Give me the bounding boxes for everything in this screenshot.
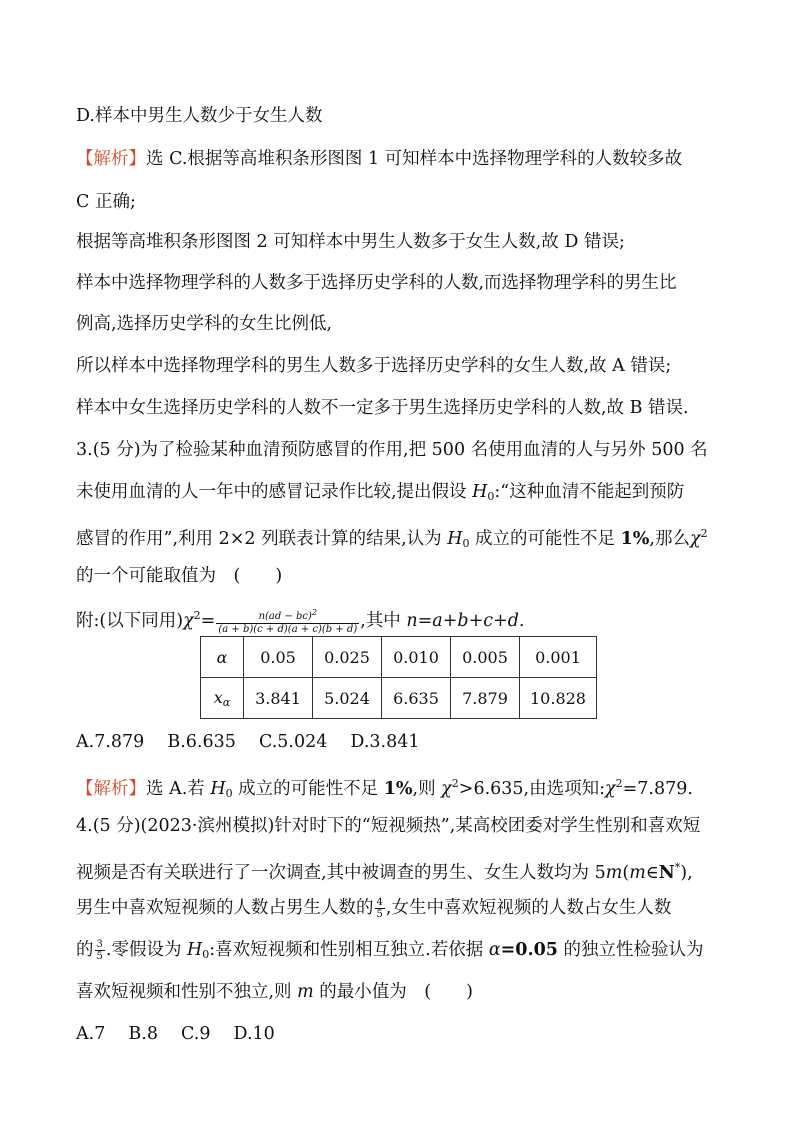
q4-options: A.7 B.8 C.9 D.10 [76,1024,275,1044]
q3-formula: 附:(以下同用)$\chi^2=$ $\frac{n(ad - bc)^2}{(a + b)(c + d)(a + c)(b + d)}$ ,其中 n=a+b+c+d. [76,608,525,635]
fraction-three-fifths: $\frac{3}{5}$ [96,939,103,962]
analysis-line-2: C 正确; [76,192,136,212]
table-cell: 10.828 [520,678,597,719]
table-row-x [201,678,597,719]
analysis-tag: 【解析】 [76,149,146,169]
table-cell: 5.024 [313,678,382,719]
critical-value-table [200,636,597,719]
q3-analysis: 【解析】选 A.若 $H_0$ 成立的可能性不足 1%,则 $\chi^2>6.635$,由选项知$:\chi^2=7.879$. [76,777,693,800]
table-cell: 0.001 [520,637,597,678]
table-cell: 6.635 [382,678,451,719]
analysis-line-1 [76,147,722,171]
chi-square-fraction: $\frac{n(ad - bc)^2}{(a + b)(c + d)(a + c)(b + d)}$ [218,608,358,635]
table-cell: 7.879 [451,678,520,719]
q3-line-1: 3.(5 分)为了检验某种血清预防感冒的作用,把 500 名使用血清的人与另外 500 名 [76,440,708,460]
table-cell: 0.05 [244,637,313,678]
table-cell: 3.841 [244,678,313,719]
analysis-line-6: 所以样本中选择物理学科的男生人数多于选择历史学科的女生人数,故 A 错误; [76,356,672,376]
analysis-text: 选 C.根据等高堆积条形图图 1 可知样本中选择物理学科的人数较多故 [146,149,683,169]
q4-line-4: 的 $\frac{3}{5}$ .零假设为 $H_0$:喜欢短视频和性别相互独立.若依据 α=0.05 的独立性检验认为 [76,939,704,962]
q4-line-2: 视频是否有关联进行了一次调查,其中被调查的男生、女生人数均为 5m(m∈N*), [76,861,693,883]
table-cell: 0.025 [313,637,382,678]
analysis-line-3: 根据等高堆积条形图图 2 可知样本中男生人数多于女生人数,故 D 错误; [76,232,625,252]
option-d-text: D.样本中男生人数少于女生人数 [76,106,323,126]
q4-line-3: 男生中喜欢短视频的人数占男生人数的 $\frac{4}{5}$ ,女生中喜欢短视频的人数占女生人数 [76,897,672,920]
q3-line-3: 感冒的作用”,利用 2×2 列联表计算的结果,认为 $H_0$ 成立的可能性不足 1%,那么$\chi^2$ [76,527,708,550]
analysis-line-5: 例高,选择历史学科的女生比例低, [76,314,333,334]
table-row-alpha [201,637,597,678]
table-cell: 0.010 [382,637,451,678]
table-cell: 0.005 [451,637,520,678]
q3-options: A.7.879 B.6.635 C.5.024 D.3.841 [76,732,420,752]
analysis-line-4: 样本中选择物理学科的人数多于选择历史学科的人数,而选择物理学科的男生比 [76,273,677,293]
table-head-alpha: α [201,637,244,678]
q4-line-5: 喜欢短视频和性别不独立,则 m 的最小值为 ( ) [76,982,473,1002]
q4-line-1: 4.(5 分)(2023·滨州模拟)针对时下的“短视频热”,某高校团委对学生性别和喜欢短 [76,816,701,836]
table-head-x: $x_\alpha$ [201,678,244,719]
q3-line-2: 未使用血清的人一年中的感冒记录作比较,提出假设 $H_0:“$这种血清不能起到预防 [76,482,685,503]
analysis-line-7: 样本中女生选择历史学科的人数不一定多于男生选择历史学科的人数,故 B 错误. [76,398,689,418]
fraction-four-fifths: $\frac{4}{5}$ [376,897,383,920]
q3-line-4: 的一个可能取值为 ( ) [76,566,283,586]
